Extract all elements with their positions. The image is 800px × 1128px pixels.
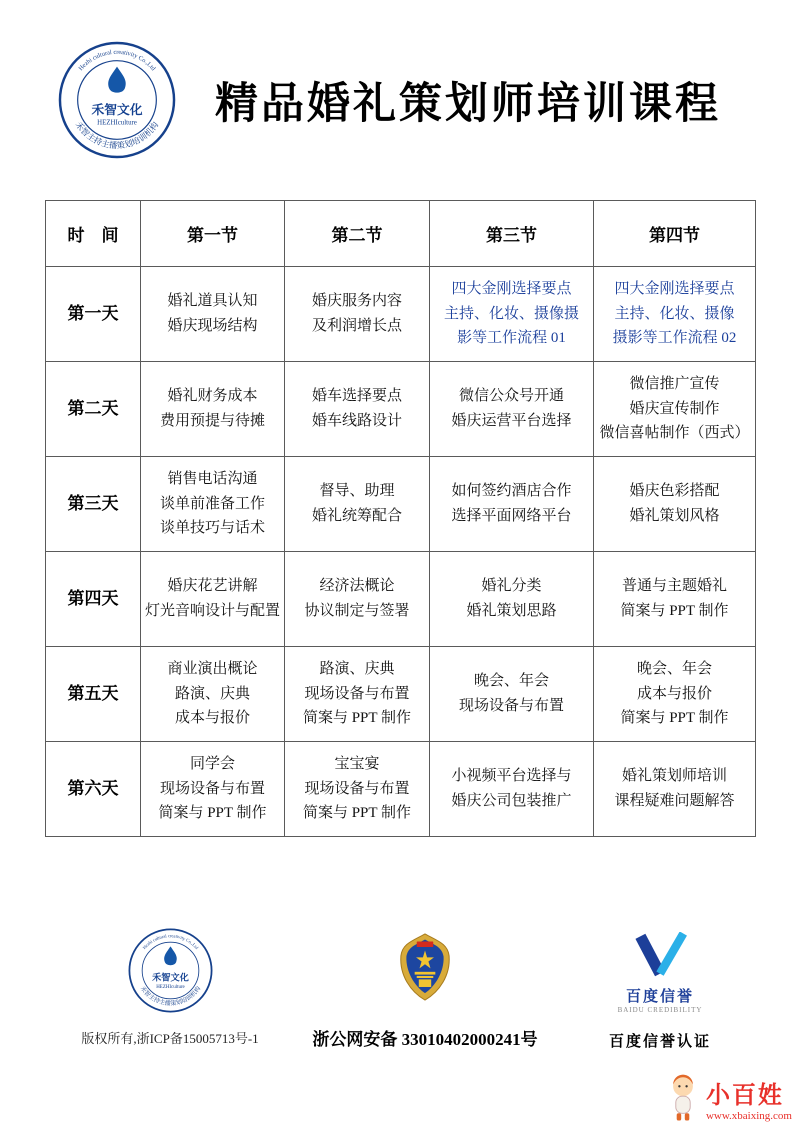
session-cell: 督导、助理 婚礼统筹配合 <box>285 457 430 552</box>
day-label: 第三天 <box>46 457 141 552</box>
watermark-text <box>706 1075 792 1122</box>
footer-police-filing <box>300 922 550 1050</box>
session-cell: 晚会、年会 现场设备与布置 <box>430 647 594 742</box>
page-title: 精品婚礼策划师培训课程 <box>215 80 721 128</box>
footer-copyright <box>60 928 280 1047</box>
day-label: 第一天 <box>46 267 141 362</box>
hezhi-logo <box>128 928 213 1013</box>
session-cell: 晚会、年会 成本与报价 简案与 PPT 制作 <box>594 647 756 742</box>
logo-name-en: HEZHIculture <box>97 119 137 127</box>
hezhi-logo <box>58 41 176 159</box>
session-cell: 婚礼财务成本 费用预提与待摊 <box>141 362 285 457</box>
table-row <box>46 552 756 647</box>
logo-arc-bottom-text: 禾智主持主播策划培训机构 <box>73 120 161 151</box>
day-label: 第五天 <box>46 647 141 742</box>
session-cell: 经济法概论 协议制定与签署 <box>285 552 430 647</box>
baidu-certified-text: 百度信誉认证 <box>608 1034 711 1050</box>
course-table-body <box>46 267 756 837</box>
day-label: 第六天 <box>46 742 141 837</box>
column-header: 时 间 <box>46 201 141 267</box>
baidu-credibility-label-en: BAIDU CREDIBILITY <box>617 1006 703 1014</box>
session-cell: 婚礼策划师培训 课程疑难问题解答 <box>594 742 756 837</box>
footer-baidu-credibility <box>585 932 735 1051</box>
table-row <box>46 267 756 362</box>
watermark-title: 小百姓 <box>705 1082 784 1109</box>
baidu-credibility-icon <box>632 932 688 978</box>
course-table <box>45 200 756 837</box>
baidu-credibility-label-cn: 百度信誉 <box>625 989 694 1005</box>
session-cell: 如何签约酒店合作 选择平面网络平台 <box>430 457 594 552</box>
icp-filing-text: 版权所有,浙ICP备15005713号-1 <box>81 1031 259 1046</box>
column-header: 第一节 <box>141 201 285 267</box>
day-label: 第二天 <box>46 362 141 457</box>
table-row <box>46 457 756 552</box>
day-label: 第四天 <box>46 552 141 647</box>
watermark-url: www.xbaixing.com <box>705 1109 792 1122</box>
session-cell: 普通与主题婚礼 简案与 PPT 制作 <box>594 552 756 647</box>
watermark-mascot-icon <box>665 1072 701 1124</box>
logo-arc-top-text: Hezhi cultural creativity Co.,Ltd <box>77 48 157 73</box>
session-cell: 婚礼分类 婚礼策划思路 <box>430 552 594 647</box>
column-header: 第三节 <box>430 201 594 267</box>
session-cell: 同学会 现场设备与布置 简案与 PPT 制作 <box>141 742 285 837</box>
police-filing-text: 浙公网安备 33010402000241号 <box>312 1030 538 1049</box>
session-cell: 婚车选择要点 婚车线路设计 <box>285 362 430 457</box>
logo-arc-bottom-text: 禾智主持主播策划培训机构 <box>138 985 202 1008</box>
session-cell: 婚庆色彩搭配 婚礼策划风格 <box>594 457 756 552</box>
column-header: 第四节 <box>594 201 756 267</box>
watermark <box>665 1072 792 1124</box>
table-row <box>46 742 756 837</box>
session-cell: 婚庆服务内容 及利润增长点 <box>285 267 430 362</box>
table-row <box>46 362 756 457</box>
session-cell: 商业演出概论 路演、庆典 成本与报价 <box>141 647 285 742</box>
session-cell: 宝宝宴 现场设备与布置 简案与 PPT 制作 <box>285 742 430 837</box>
session-cell: 微信推广宣传 婚庆宣传制作 微信喜帖制作（西式） <box>594 362 756 457</box>
session-cell: 婚礼道具认知 婚庆现场结构 <box>141 267 285 362</box>
session-cell: 四大金刚选择要点 主持、化妆、摄像 摄影等工作流程 02 <box>594 267 756 362</box>
course-table-head-row <box>46 201 756 267</box>
session-cell: 路演、庆典 现场设备与布置 简案与 PPT 制作 <box>285 647 430 742</box>
header <box>58 35 760 165</box>
logo-arc-top-text: Hezhi cultural creativity Co.,Ltd <box>141 933 199 951</box>
logo-name-cn: 禾智文化 <box>151 972 189 983</box>
table-row <box>46 647 756 742</box>
column-header: 第二节 <box>285 201 430 267</box>
session-cell: 四大金刚选择要点 主持、化妆、摄像摄 影等工作流程 01 <box>430 267 594 362</box>
logo-name-cn: 禾智文化 <box>91 102 143 117</box>
session-cell: 小视频平台选择与 婚庆公司包装推广 <box>430 742 594 837</box>
session-cell: 婚庆花艺讲解 灯光音响设计与配置 <box>141 552 285 647</box>
logo-name-en: HEZHIculture <box>155 985 185 991</box>
session-cell: 销售电话沟通 谈单前准备工作 谈单技巧与话术 <box>141 457 285 552</box>
police-badge-icon <box>394 922 456 1012</box>
session-cell: 微信公众号开通 婚庆运营平台选择 <box>430 362 594 457</box>
